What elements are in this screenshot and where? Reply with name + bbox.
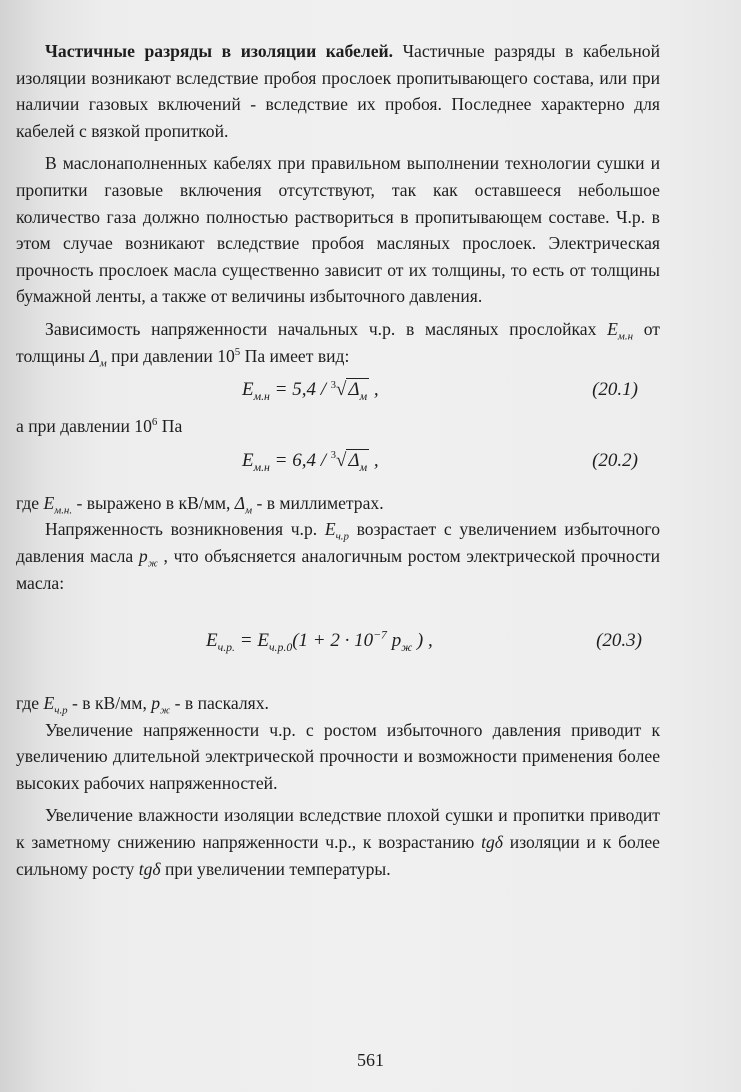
p4-text-a: а при давлении 10 [16, 416, 152, 437]
formula-E0-sub: ч.р.0 [268, 640, 293, 654]
root-arg-symbol: Δ [348, 379, 360, 401]
symbol-E: E [43, 492, 55, 513]
symbol-E-sub: ч.р [54, 704, 68, 717]
formula-lhs: E [242, 449, 254, 471]
paragraph-1 [16, 38, 660, 144]
p9-text-a: Увеличение влажности изоляции вследствие плохой сушки и пропитки приводит к заметному снижению напряженности ч.р., к возрастанию [16, 805, 660, 853]
symbol-E: E [607, 318, 618, 339]
pressure-exponent: 6 [151, 416, 158, 429]
p7-text-a: где [16, 693, 44, 714]
root-index: 3 [330, 379, 336, 391]
formula-exponent: −7 [373, 628, 387, 642]
symbol-E-sub: м.н [617, 330, 634, 343]
formula-rhs: = 5,4 / [269, 379, 331, 401]
symbol-delta-sub: м [99, 357, 107, 370]
symbol-p: p [138, 545, 148, 566]
paragraph-5 [16, 490, 660, 517]
formula-20-2 [16, 440, 660, 484]
p3-text-d: Па имеет вид: [240, 345, 350, 366]
symbol-E: E [43, 693, 55, 714]
p6-text-c: , что объясняется аналогичным ростом электрической прочности масла: [16, 545, 661, 593]
paragraph-9 [16, 802, 660, 882]
p7-text-b: - в кВ/мм, [67, 693, 152, 714]
cube-root [331, 448, 369, 478]
root-index: 3 [330, 450, 336, 462]
p3-text-c: при давлении 10 [106, 345, 235, 366]
root-arg-sub: м [359, 460, 368, 474]
symbol-delta-sub: м [245, 504, 253, 517]
p3-text-a: Зависимость напряженности начальных ч.р. в масляных прослойках [45, 318, 608, 339]
pressure-exponent: 5 [234, 345, 241, 358]
formula-lhs-sub: ч.р. [217, 640, 235, 654]
formula-tail: , [369, 379, 379, 401]
p5-text-c: - в миллиметрах. [252, 492, 384, 513]
page-number: 561 [357, 1050, 384, 1070]
p7-text-c: - в паскалях. [170, 693, 269, 714]
root-argument [346, 378, 369, 403]
p3-text-b: от толщины [16, 318, 660, 366]
paragraph-4 [16, 413, 660, 440]
radical-sign: √ [335, 449, 347, 471]
section-heading: Частичные разряды в изоляции кабелей. [45, 41, 394, 61]
paragraph-7 [16, 690, 660, 717]
p9-text-b: изоляции и к более сильному росту [16, 832, 660, 879]
formula-p: p [386, 630, 402, 652]
formula-expression [242, 377, 379, 407]
formula-tail: , [369, 449, 379, 471]
symbol-E-sub: м.н. [54, 504, 73, 517]
formula-mid: (1 + 2 · 10 [292, 630, 374, 652]
p5-text-b: - выражено в кВ/мм, [72, 492, 235, 513]
formula-p-sub: ж [401, 640, 413, 654]
symbol-E-sub: ч.р [335, 530, 349, 543]
symbol-E: E [324, 519, 336, 540]
equation-number: (20.1) [592, 379, 638, 401]
symbol-delta: Δ [234, 492, 246, 513]
root-argument [346, 449, 369, 474]
symbol-p-sub: ж [147, 557, 158, 570]
formula-lhs: E [206, 630, 218, 652]
symbol-p: p [151, 693, 161, 714]
p6-text-a: Напряженность возникновения ч.р. [45, 519, 325, 540]
formula-rhs: = 6,4 / [269, 449, 331, 471]
radical-sign: √ [335, 379, 347, 401]
paragraph-3 [16, 316, 660, 369]
paragraph-6 [16, 516, 660, 596]
symbol-tg-delta: tgδ [481, 832, 503, 853]
equation-number: (20.3) [596, 630, 642, 652]
symbol-tg-delta: tgδ [138, 858, 161, 879]
formula-tail: ) , [412, 630, 433, 652]
p5-text-a: где [16, 492, 44, 513]
formula-expression [242, 448, 379, 478]
symbol-delta: Δ [89, 345, 100, 366]
cube-root [331, 377, 369, 407]
body-text [16, 38, 660, 882]
symbol-p-sub: ж [160, 704, 171, 717]
paragraph-2: В маслонаполненных кабелях при правильном выполнении технологии сушки и пропитки газовые включения отсутствуют, так как оставшееся небольшое количество газа должно полностью раствориться в пропитывающем составе. Ч.р. в этом случае возникают вследствие пробоя масляных прослоек. Электрическая прочность прослоек масла существенно зависит от их толщины, то есть от толщины бумажной ленты, а также от величины избыточного давления. [16, 153, 660, 307]
formula-lhs-sub: м.н [253, 389, 270, 403]
p9-text-c: при увеличении температуры. [160, 858, 391, 879]
formula-lhs-sub: м.н [253, 460, 270, 474]
p6-text-b: возрастает с увеличением избыточного давления масла [16, 519, 660, 566]
formula-equals: = [235, 630, 258, 652]
formula-20-1 [16, 369, 660, 413]
root-arg-sub: м [359, 389, 368, 403]
formula-lhs: E [242, 379, 254, 401]
p4-text-b: Па [157, 416, 183, 437]
formula-20-3 [16, 596, 660, 670]
equation-number: (20.2) [592, 449, 638, 471]
paragraph-1-text: Частичные разряды в кабельной изоляции возникают вследствие пробоя прослоек пропитывающего состава, или при наличии газовых включений - вследствие их пробоя. Последнее характерно для кабелей с вязкой пропиткой. [16, 41, 660, 141]
root-arg-symbol: Δ [348, 449, 360, 471]
paragraph-8: Увеличение напряженности ч.р. с ростом избыточного давления приводит к увеличению длительной электрической прочности и возможности применения более высоких рабочих напряженностей. [16, 719, 660, 793]
formula-expression [206, 628, 433, 655]
formula-E0: E [257, 630, 269, 652]
